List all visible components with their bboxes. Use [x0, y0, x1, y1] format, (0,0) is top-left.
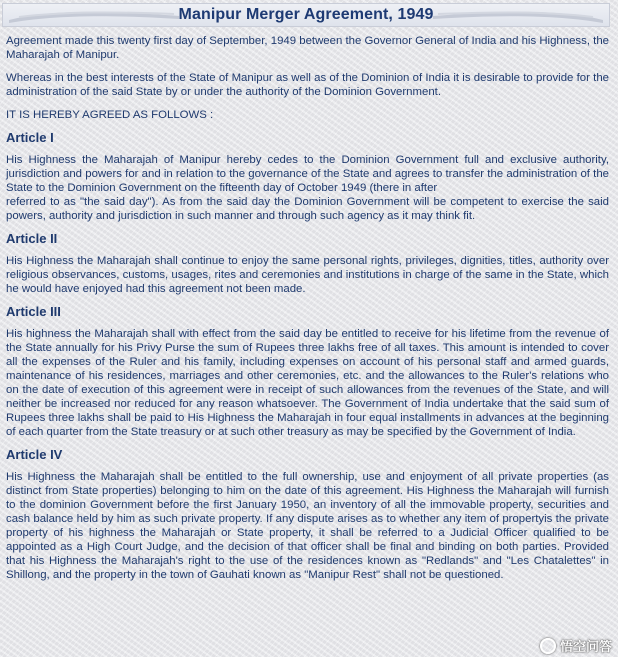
article-2-heading: Article II [6, 231, 58, 246]
intro-paragraph-1: Agreement made this twenty first day of September, 1949 between the Governor General of India and his Highness, the Maharajah of Manipur. [6, 35, 609, 61]
intro-paragraph-2: Whereas in the best interests of the State of Manipur as well as of the Dominion of India it is desirable to provide for the administration of the said State by or under the authority of the Dominion Government. [6, 72, 609, 98]
article-4-heading: Article IV [6, 447, 63, 462]
intro-paragraph-3: IT IS HEREBY AGREED AS FOLLOWS : [6, 109, 214, 121]
document-body [6, 34, 609, 591]
watermark-text: 悟空问答 [559, 639, 612, 654]
article-2-text: His Highness the Maharajah shall continue to enjoy the same personal rights, privileges, dignities, titles, authority over religious observances, customs, usages, rites and ceremonies and institutions in charge of the same in the State, which he would have enjoyed had this agreement not been made. [6, 255, 609, 295]
article-4-text: His Highness the Maharajah shall be entitled to the full ownership, use and enjoyment of all private properties (as distinct from State properties) belonging to him on the date of this agreement. His Highness the Maharajah will furnish to the dominion Government before the first January 1950, an inventory of all the immovable property, securities and cash balance held by him as such private property. If any dispute arises as to whether any item of propertyis the private property of his highness the Maharajah or State property, it shall be referred to a Judicial Officer qualified to be appointed as a High Court Judge, and the decision of that officer shall be final and binding on both parties. Provided that his Highness the Maharajah's right to the use of the residences known as "Redlands" and "Les Chatalettes" in Shillong, and the property in the town of Gauhati known as "Manipur Rest" shall not be questioned. [6, 471, 609, 581]
title-bar [2, 3, 610, 27]
article-1-text [6, 153, 609, 223]
article-3-heading: Article III [6, 304, 61, 319]
article-1-text-a: His Highness the Maharajah of Manipur hereby cedes to the Dominion Government full and exclusive authority, jurisdiction and powers for and in relation to the governance of the State and agrees to transfer the administration of the State to the Dominion Government on the fifteenth day of October 1949 (there in after [6, 154, 609, 194]
page-title: Manipur Merger Agreement, 1949 [178, 6, 434, 23]
article-3-text: His highness the Maharajah shall with effect from the said day be entitled to receive for his lifetime from the revenue of the State annually for his Privy Purse the sum of Rupees three lakhs free of all taxes. This amount is intended to cover all the expenses of the Ruler and his family, including expenses on account of his personal staff and armed guards, maintenance of his residences, marriages and other ceremonies, etc. and the allowances to the Ruler's relations who on the date of execution of this agreement were in receipt of such allowances from the revenues of the State, and will neither be increased nor reduced for any reason whatsoever. The Government of India undertake that the said sum of Rupees three lakhs shall be paid to His Highness the Maharajah in four equal installments in advances at the beginning of each quarter from the State treasury or at such other treasury as may be specified by the Government of India. [6, 328, 609, 438]
wukong-logo-icon [540, 638, 556, 654]
watermark [540, 636, 612, 655]
article-1-text-b: referred to as "the said day"). As from the said day the Dominion Government will be competent to exercise the said powers, authority and jurisdiction in such manner and through such agency as it may think fit. [6, 196, 609, 222]
article-1-heading: Article I [6, 130, 54, 145]
